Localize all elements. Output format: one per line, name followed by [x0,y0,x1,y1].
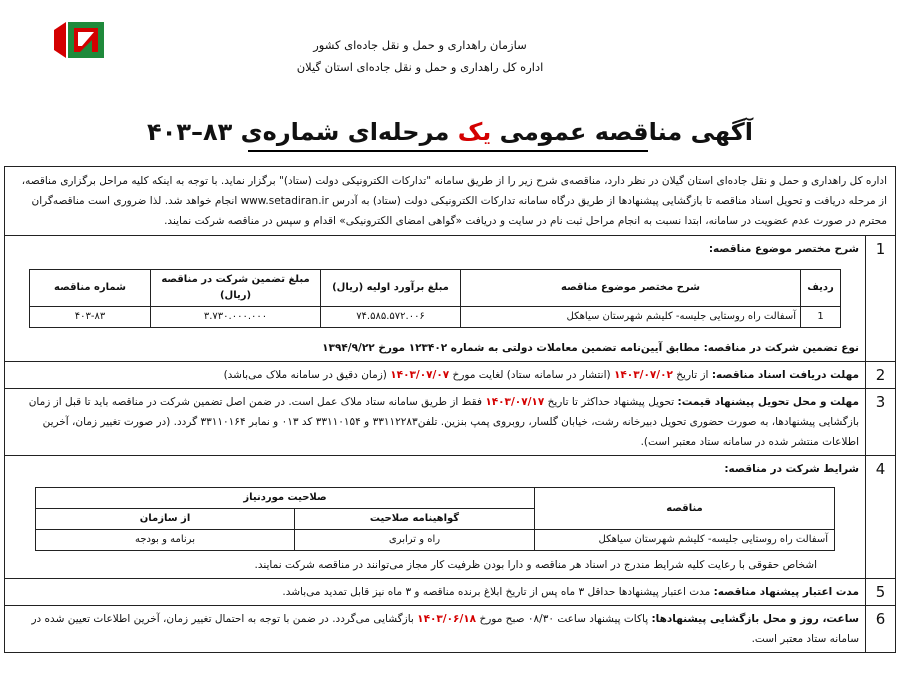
section-5-row: 5 مدت اعتبار پیشنهاد مناقصه: مدت اعتبار پیشنهادها حداقل ۳ ماه پس از تاریخ ابلاغ برنده مناقصه و ۳ ماه نیز قابل تمدید می‌باشد. [5,579,896,606]
section-number: 1 [866,236,896,362]
table-cell: ۴۰۳-۸۳ [30,307,151,328]
table-header-row [30,270,841,307]
section-heading: مهلت دریافت اسناد مناقصه: [711,369,859,381]
column-header: مبلغ برآورد اولیه (ریال) [321,270,461,307]
table-cell: آسفالت راه روستایی جلیسه- کلیشم شهرستان سیاهکل [461,307,801,328]
qualification-note: اشخاص حقوقی با رعایت کلیه شرایط مندرج در اسناد هر مناقصه و دارا بودن ظرفیت کار مجاز می‌توانند در مناقصه شرکت نمایند. [254,559,817,571]
column-header: ردیف [801,270,841,307]
table-cell: راه و ترابری [295,530,535,551]
column-header: مبلغ تضمین شرکت در مناقصه (ریال) [151,270,321,307]
date-value: ۱۴۰۳/۰۷/۱۷ [485,396,545,408]
date-value: ۱۴۰۳/۰۷/۰۲ [613,369,673,381]
date-value: ۱۴۰۳/۰۷/۰۷ [390,369,450,381]
section-number: 5 [866,579,896,606]
section-heading: شرایط شرکت در مناقصه: [724,463,859,475]
column-header: از سازمان [36,509,295,530]
section-heading: مهلت و محل تحویل پیشنهاد قیمت: [677,396,859,408]
section-3-row: 3 مهلت و محل تحویل پیشنهاد قیمت: تحویل پیشنهاد حداکثر تا تاریخ ۱۴۰۳/۰۷/۱۷ فقط از طریق سامانه ستاد ملاک عمل است. در ضمن اصل تضمین شرکت در مناقصه باید تا قبل از زمان بازگشایی پیشنهادها، به صورت حضوری تحویل دبیرخانه رشت، خیابان گلسار، روبروی پمپ بنزین. تلفن۳۳۱۱۲۲۸۳ و ۳۳۱۱۰۱۵۴ کد ۰۱۳ و نمابر ۳۳۱۱۰۱۶۴ گردد. (در صورت تغییر زمان، آخرین اطلاعات منتشر شده در سامانه ستاد معتبر است). [5,389,896,456]
section-heading: شرح مختصر موضوع مناقصه: [708,243,859,255]
column-header: گواهینامه صلاحیت [295,509,535,530]
section-number: 6 [866,606,896,653]
qualification-table [35,487,835,551]
intro-row [5,167,896,236]
intro-text: اداره کل راهداری و حمل و نقل جاده‌ای استان گیلان در نظر دارد، مناقصه‌ی شرح زیر را از طریق سامانه "تدارکات الکترونیکی دولت (ستاد)" برگزار نماید. با توجه به اینکه کلیه مراحل برگزاری مناقصه، از مرحله دریافت و تحویل اسناد مناقصه تا بازگشایی پیشنهادها از طریق درگاه سامانه تدارکات الکترونیکی دولت (ستاد) به آدرس www.setadiran.ir انجام خواهد شد. لذا ضروری است مناقصه‌گران محترم در صورت عدم عضویت در سامانه، ابتدا نسبت به انجام مراحل ثبت نام در سایت و دریافت «گواهی امضای الکترونیکی» اقدام و سپس در مناقصه شرکت نمایند. [5,167,896,236]
column-header: مناقصه [535,488,835,530]
table-cell: ۷۴.۵۸۵.۵۷۲.۰۰۶ [321,307,461,328]
department-name: اداره کل راهداری و حمل و نقل جاده‌ای استان گیلان [296,60,544,74]
section-number: 3 [866,389,896,456]
section-heading: ساعت، روز و محل بازگشایی پیشنهادها: [651,613,859,625]
organization-header [240,34,600,78]
table-cell: آسفالت راه روستایی جلیسه- کلیشم شهرستان سیاهکل [535,530,835,551]
page-title: آگهی مناقصه عمومی یک مرحله‌ای شماره‌ی ۸۳–۴۰۳ [147,118,753,146]
date-value: ۱۴۰۳/۰۶/۱۸ [417,613,477,625]
section-4-row [5,456,896,579]
tender-items-table [29,269,841,328]
section-1-row [5,236,896,362]
table-cell: 1 [801,307,841,328]
section-6-row: 6 ساعت، روز و محل بازگشایی پیشنهادها: پاکات پیشنهاد ساعت ۰۸/۳۰ صبح مورخ ۱۴۰۳/۰۶/۱۸ بازگشایی می‌گردد. در ضمن با توجه به احتمال تغییر زمان، آخرین اطلاعات تعیین شده در سامانه ستاد معتبر است. [5,606,896,653]
column-header: شماره مناقصه [30,270,151,307]
table-row [30,307,841,328]
column-header: شرح مختصر موضوع مناقصه [461,270,801,307]
table-header-row [36,488,835,509]
tender-details-table [4,166,896,653]
title-underline [248,150,648,152]
section-number: 2 [866,362,896,389]
table-row [36,530,835,551]
road-maintenance-logo-icon [52,20,106,60]
organization-name: سازمان راهداری و حمل و نقل جاده‌ای کشور [313,38,527,52]
table-cell: برنامه و بودجه [36,530,295,551]
column-header: صلاحیت موردنیاز [36,488,535,509]
section-heading: مدت اعتبار پیشنهاد مناقصه: [713,586,859,598]
guarantee-type-text: نوع تضمین شرکت در مناقصه: مطابق آیین‌نامه تضمین معاملات دولتی به شماره ۱۲۳۴۰۲ مورخ ۱۳۹۴/۹/۲۲ [322,342,859,354]
section-number: 4 [866,456,896,579]
table-cell: ۳.۷۳۰.۰۰۰.۰۰۰ [151,307,321,328]
section-2-row: 2 مهلت دریافت اسناد مناقصه: از تاریخ ۱۴۰۳/۰۷/۰۲ (انتشار در سامانه ستاد) لغایت مورخ ۱۴۰۳/۰۷/۰۷ (زمان دقیق در سامانه ملاک می‌باشد) [5,362,896,389]
